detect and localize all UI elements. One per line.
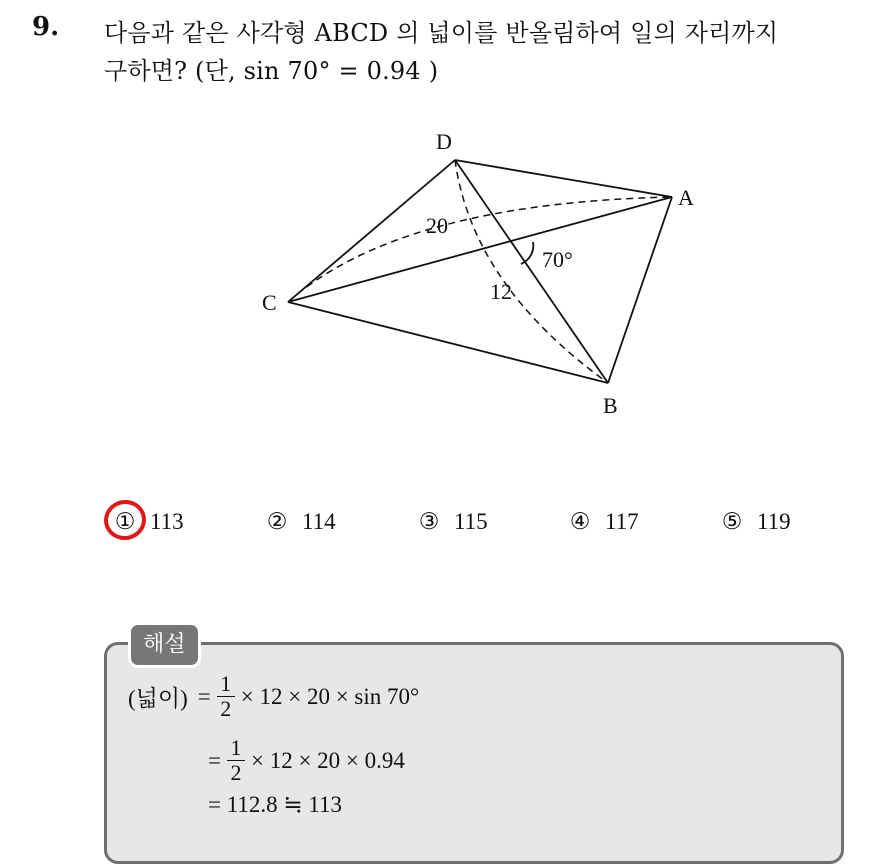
choice-number: ① — [114, 509, 136, 534]
choice-number: ④ — [569, 509, 591, 534]
solution-equals: = — [197, 683, 211, 709]
side-ab — [608, 197, 672, 383]
solution-lhs: (넓이) — [128, 686, 188, 711]
choice-value: 119 — [757, 509, 791, 534]
choice-number: ⑤ — [721, 509, 743, 534]
solution-equals: = — [208, 747, 221, 773]
choice-5[interactable] — [717, 500, 791, 544]
choice-3[interactable] — [414, 500, 488, 544]
quadrilateral-figure — [250, 125, 710, 425]
solution-row-2 — [208, 736, 405, 785]
diagonal-label-12: 12 — [490, 279, 512, 304]
question-line-1: 다음과 같은 사각형 ABCD 의 넓이를 반올림하여 일의 자리까지 — [104, 19, 779, 47]
diagonal-label-20: 20 — [426, 213, 448, 238]
angle-arc — [521, 242, 533, 264]
fraction-denominator: 2 — [220, 696, 232, 721]
choice-value: 113 — [150, 509, 184, 534]
solution-row-1 — [128, 672, 419, 721]
vertex-label-c: C — [262, 290, 277, 315]
vertex-label-b: B — [603, 393, 618, 418]
question-line-2: 구하면? (단, sin 70° = 0.94 ) — [104, 57, 439, 85]
fraction-numerator: 1 — [230, 735, 242, 760]
choice-1[interactable] — [110, 500, 184, 544]
fraction-numerator: 1 — [220, 671, 232, 696]
choice-value: 117 — [605, 509, 639, 534]
solution-row-2-rest: × 12 × 20 × 0.94 — [250, 747, 405, 773]
solution-tab-label: 해설 — [128, 622, 201, 668]
choice-number: ② — [266, 509, 288, 534]
selected-mark-circle — [100, 496, 149, 544]
solution-row-3-text: = 112.8 ≒ 113 — [208, 792, 343, 817]
fraction-denominator: 2 — [230, 760, 242, 785]
question-text — [104, 14, 874, 90]
solution-row-3 — [208, 792, 342, 818]
question-number: 9. — [32, 12, 60, 42]
choice-value: 115 — [454, 509, 488, 534]
answer-choices — [0, 500, 884, 544]
vertex-label-d: D — [436, 129, 452, 154]
diagonal-ca — [288, 197, 672, 302]
solution-row-1-rest: × 12 × 20 × sin 70° — [240, 683, 420, 709]
choice-2[interactable] — [262, 500, 336, 544]
fraction-half — [217, 672, 235, 721]
choice-number: ③ — [418, 509, 440, 534]
choice-value: 114 — [302, 509, 336, 534]
angle-label: 70° — [542, 247, 573, 272]
fraction-half — [227, 736, 245, 785]
vertex-label-a: A — [678, 185, 694, 210]
side-da — [455, 160, 672, 197]
choice-4[interactable] — [565, 500, 639, 544]
